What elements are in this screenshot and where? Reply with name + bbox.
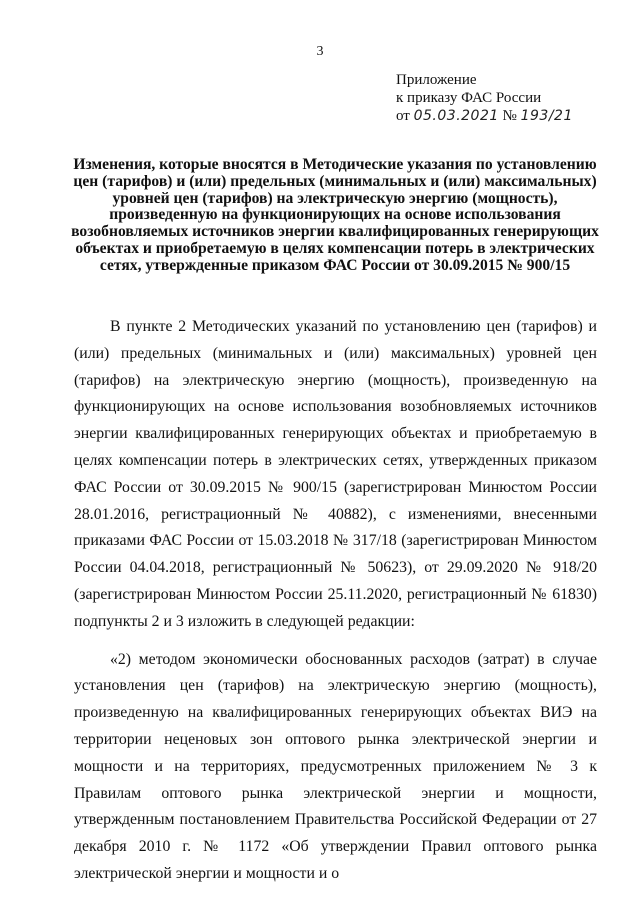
body-paragraph-1: В пункте 2 Методических указаний по установлению цен (тарифов) и (или) предельных (минимальных и (или) максимальных) уровней цен (тарифов) на электрическую энергию (мощность), произведенную на функционирующих на основе использования возобновляемых источников энергии квалифицированных генерирующих объектах и приобретаемую в целях компенсации потерь в электрических сетях, утвержденных приказом ФАС России от 30.09.2015 № 900/15 (зарегистрирован Минюстом России 28.01.2016, регистрационный № 40882), с изменениями, внесенными приказами ФАС России от 15.03.2018 № 317/18 (зарегистрирован Минюстом России 04.04.2018, регистрационный № 50623), от 29.09.2020 № 918/20 (зарегистрирован Минюстом России 25.11.2020, регистрационный № 61830) подпункты 2 и 3 изложить в следующей редакции: <box>74 318 597 630</box>
body-paragraph-2: «2) методом экономически обоснованных расходов (затрат) в случае установления цен (тарифов) на электрическую энергию (мощность), произведенную на квалифицированных генерирующих объектах ВИЭ на территории неценовых зон оптового рынка электрической энергии и мощности и на территориях, предусмотренных приложением № 3 к Правилам оптового рынка электрической энергии и мощности, утвержденным постановлением Правительства Российской Федерации от 27 декабря 2010 г. № 1172 «Об утверждении Правил оптового рынка электрической энергии и мощности и о <box>74 650 597 882</box>
appendix-date-line <box>396 107 573 125</box>
page-number: 3 <box>316 44 324 59</box>
handwritten-date: 05.03.2021 <box>413 108 499 124</box>
appendix-line-1: Приложение <box>396 72 477 88</box>
number-prefix: № <box>502 108 517 124</box>
appendix-line-2: к приказу ФАС России <box>396 90 542 106</box>
document-body <box>74 314 597 888</box>
date-prefix: от <box>396 108 410 124</box>
appendix-block <box>396 71 573 125</box>
handwritten-number: 193/21 <box>520 108 573 124</box>
document-title: Изменения, которые вносятся в Методические указания по установлению цен (тарифов) и (или) предельных (минимальных и (или) максимальных) уровней цен (тарифов) на электрическую энергию (мощность), произведенную на функционирующих на основе использования возобновляемых источников энергии квалифицированных генерирующих объектах и приобретаемую в целях компенсации потерь в электрических сетях, утвержденные приказом ФАС России от 30.09.2015 № 900/15 <box>71 156 599 274</box>
